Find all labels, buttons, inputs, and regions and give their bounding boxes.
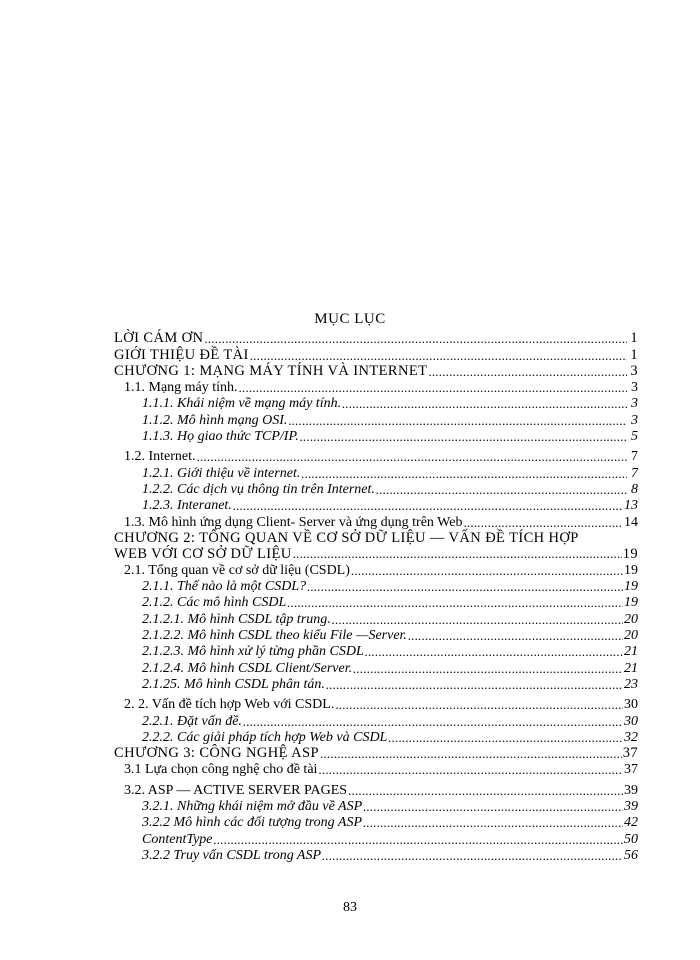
- entry-text: 3.2.2 Truy vấn CSDL trong ASP: [142, 847, 322, 863]
- entry-page: 3: [631, 396, 638, 412]
- entry-page: 30: [624, 697, 638, 713]
- toc-entry: [114, 627, 638, 643]
- entry-text: ContentType: [142, 831, 213, 847]
- toc-entry: [114, 346, 638, 362]
- dot-leader: [301, 466, 627, 481]
- dot-leader: [204, 331, 627, 346]
- toc-entry: [114, 363, 638, 379]
- entry-text: 1.1.1. Khái niệm về mạng máy tính.: [142, 396, 342, 412]
- dot-leader: [342, 396, 627, 411]
- entry-text: 1.1. Mạng máy tính.: [124, 380, 238, 396]
- entry-text: 2.1.2.4. Mô hình CSDL Client/Server.: [142, 660, 353, 676]
- entry-page: 5: [631, 429, 638, 445]
- entry-page: 1: [630, 346, 638, 363]
- entry-text: 2.2.2. Các giải pháp tích hợp Web và CSDL: [142, 729, 388, 745]
- toc-entry: [114, 578, 638, 594]
- entry-page: 20: [624, 628, 638, 644]
- toc-entry: [114, 530, 638, 562]
- entry-text: GIỚI THIỆU ĐỀ TÀI: [114, 346, 249, 363]
- entry-page: 14: [624, 514, 638, 530]
- entry-text: 2.1.1. Thế nào là một CSDL?: [142, 579, 307, 595]
- entry-page: 37: [622, 745, 638, 762]
- dot-leader: [243, 714, 623, 729]
- entry-page: 23: [624, 676, 638, 692]
- toc-entry: [114, 659, 638, 675]
- entry-page: 21: [624, 660, 638, 676]
- toc-entry: [114, 330, 638, 346]
- entry-page: 13: [624, 498, 638, 514]
- toc-entry: [114, 497, 638, 513]
- entry-page: 37: [624, 762, 638, 778]
- entry-page: 50: [624, 831, 638, 847]
- toc-entry: [114, 464, 638, 480]
- dot-leader: [335, 697, 623, 712]
- entry-text: 3.2. ASP — ACTIVE SERVER PAGES: [124, 782, 348, 798]
- toc-entry: [114, 562, 638, 578]
- entry-text: 2.1.2. Các mô hình CSDL: [142, 595, 287, 611]
- entry-text: CHƯƠNG 2: TỔNG QUAN VỀ CƠ SỞ DỮ LIỆU — VẤN ĐỀ TÍCH HỢP: [114, 529, 579, 546]
- dot-leader: [307, 579, 623, 594]
- toc-entry: [114, 594, 638, 610]
- entry-text: 2.1.2.1. Mô hình CSDL tập trung.: [142, 611, 331, 627]
- entry-text: 1.2.1. Giới thiệu về internet.: [142, 465, 301, 481]
- entry-text: 3.2.1. Những khái niệm mở đầu về ASP: [142, 799, 363, 815]
- entry-page: 3: [630, 362, 638, 379]
- entry-text: LỜI CÁM ƠN: [114, 330, 204, 347]
- entry-page: 7: [631, 449, 638, 465]
- toc-entry: [114, 428, 638, 444]
- dot-leader: [463, 515, 623, 530]
- toc-entry: [114, 745, 638, 761]
- dot-leader: [233, 498, 623, 513]
- table-of-contents: [114, 330, 638, 863]
- dot-leader: [351, 563, 623, 578]
- entry-page: 3: [631, 380, 638, 396]
- entry-page: 8: [631, 481, 638, 497]
- entry-text: 2.1.2.2. Mô hình CSDL theo kiểu File —Server.: [142, 628, 407, 644]
- page-number: 83: [343, 900, 357, 915]
- entry-page: 32: [624, 729, 638, 745]
- entry-page: 19: [624, 562, 638, 578]
- toc-heading: MỤC LỤC: [314, 311, 386, 327]
- toc-entry: [114, 395, 638, 411]
- entry-page: 19: [622, 545, 638, 562]
- dot-leader: [293, 546, 622, 562]
- toc-entry: [114, 676, 638, 692]
- toc-entry: [114, 696, 638, 712]
- entry-page: 19: [624, 579, 638, 595]
- entry-text: CHƯƠNG 3: CÔNG NGHỆ ASP: [114, 745, 319, 762]
- toc-entry: [114, 610, 638, 626]
- dot-leader: [197, 449, 627, 464]
- entry-page: 30: [624, 713, 638, 729]
- entry-page: 56: [624, 847, 638, 863]
- dot-leader: [348, 783, 623, 798]
- dot-leader: [214, 832, 623, 847]
- toc-entry: [114, 448, 638, 464]
- toc-entry: [114, 379, 638, 395]
- dot-leader: [332, 612, 623, 627]
- toc-entry: [114, 761, 638, 777]
- toc-entry: [114, 830, 638, 846]
- entry-page: 21: [624, 644, 638, 660]
- toc-entry: [114, 712, 638, 728]
- entry-text: 2.1. Tổng quan về cơ sở dữ liệu (CSDL): [124, 562, 350, 578]
- toc-entry: [114, 513, 638, 529]
- entry-text: WEB VỚI CƠ SỞ DỮ LIỆU: [114, 545, 292, 562]
- dot-leader: [318, 762, 623, 777]
- entry-text: 3.2.2 Mô hình các đối tượng trong ASP: [142, 815, 363, 831]
- dot-leader: [408, 628, 623, 643]
- entry-text: 3.1 Lựa chọn công nghệ cho đề tài: [124, 762, 318, 778]
- entry-page: 20: [624, 611, 638, 627]
- toc-entry: [114, 798, 638, 814]
- toc-entry: [114, 781, 638, 797]
- entry-page: 3: [631, 412, 638, 428]
- dot-leader: [288, 413, 627, 428]
- toc-entry: [114, 729, 638, 745]
- entry-text: 2. 2. Vấn đề tích hợp Web với CSDL.: [124, 697, 335, 713]
- dot-leader: [376, 482, 627, 497]
- toc-entry: [114, 814, 638, 830]
- dot-leader: [388, 730, 623, 745]
- entry-text: 1.1.2. Mô hình mạng OSI.: [142, 412, 288, 428]
- dot-leader: [363, 799, 623, 814]
- dot-leader: [250, 348, 627, 363]
- entry-text: 2.1.25. Mô hình CSDL phân tán.: [142, 676, 325, 692]
- dot-leader: [239, 380, 627, 395]
- dot-leader: [363, 815, 623, 830]
- entry-text: 1.2.3. Interanet.: [142, 498, 232, 514]
- toc-entry: [114, 411, 638, 427]
- entry-page: 39: [624, 799, 638, 815]
- dot-leader: [428, 364, 627, 379]
- entry-text: 2.1.2.3. Mô hình xử lý từng phần CSDL: [142, 644, 364, 660]
- toc-entry: [114, 481, 638, 497]
- dot-leader: [353, 661, 623, 676]
- toc-entry: [114, 847, 638, 863]
- toc-entry: [114, 643, 638, 659]
- dot-leader: [320, 746, 622, 761]
- entry-page: 42: [624, 815, 638, 831]
- dot-leader: [287, 595, 623, 610]
- entry-page: 19: [624, 595, 638, 611]
- entry-text: 1.3. Mô hình ứng dụng Client- Server và ứng dụng trên Web: [124, 514, 463, 530]
- dot-leader: [300, 429, 627, 444]
- dot-leader: [322, 848, 623, 863]
- entry-page: 1: [630, 330, 638, 347]
- entry-text: 2.2.1. Đặt vấn đề.: [142, 713, 242, 729]
- entry-page: 7: [631, 465, 638, 481]
- entry-text: 1.2.2. Các dịch vụ thông tin trên Internet.: [142, 481, 375, 497]
- dot-leader: [326, 677, 623, 692]
- dot-leader: [365, 644, 623, 659]
- entry-text: 1.2. Internet.: [124, 449, 196, 465]
- entry-text: CHƯƠNG 1: MẠNG MÁY TÍNH VÀ INTERNET: [114, 362, 428, 379]
- entry-page: 39: [624, 782, 638, 798]
- entry-text: 1.1.3. Họ giao thức TCP/IP.: [142, 429, 299, 445]
